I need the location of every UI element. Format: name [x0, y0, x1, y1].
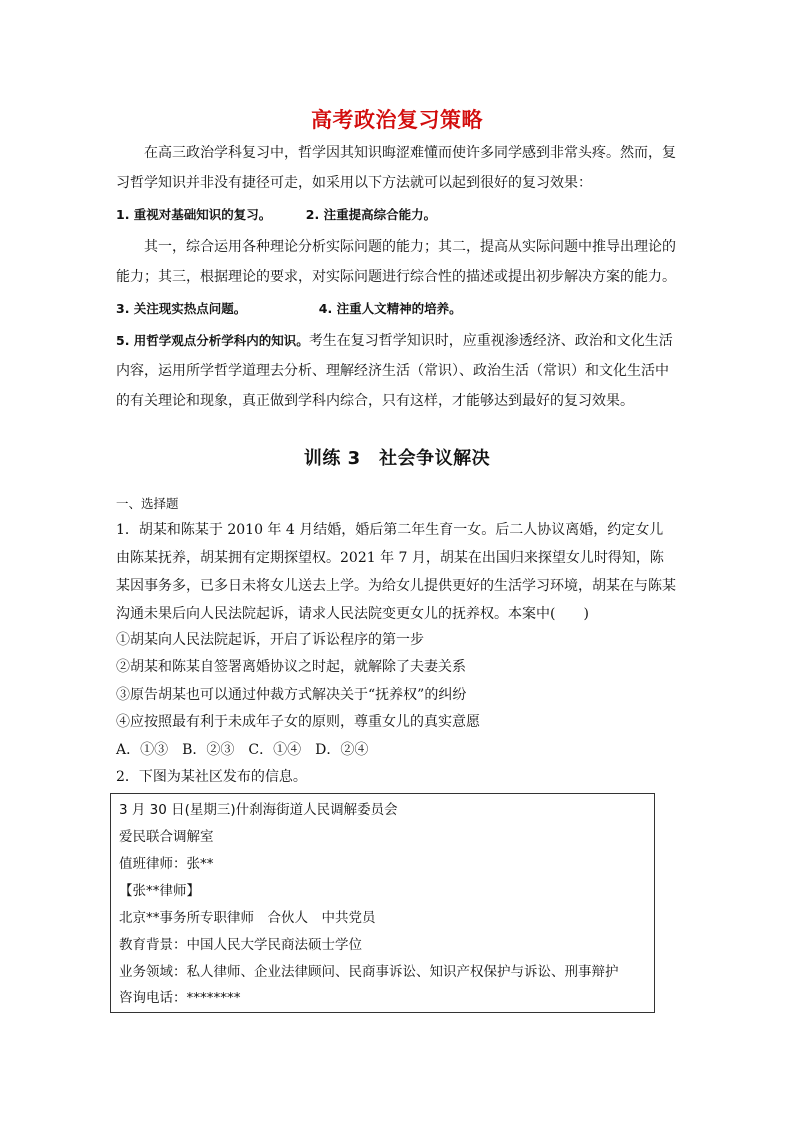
tip-3: 3. 关注现实热点问题。	[116, 301, 247, 316]
question-1-choices: A．①③ B．②③ C．①④ D．②④	[116, 742, 369, 758]
notice-line-phone: 咨询电话：********	[119, 990, 241, 1006]
training-title: 训练 3 社会争议解决	[303, 448, 491, 469]
question-1-item-1: ①胡某向人民法院起诉，开启了诉讼程序的第一步	[116, 632, 424, 648]
tips-row-2	[116, 298, 462, 320]
intro-paragraph: 在高三政治学科复习中，哲学因其知识晦涩难懂而使许多同学感到非常头疼。然而，复习哲学知识并非没有捷径可走，如采用以下方法就可以起到很好的复习效果：	[116, 145, 676, 191]
tip-1: 1. 重视对基础知识的复习。	[116, 207, 272, 222]
question-1-item-4: ④应按照最有利于未成年子女的原则，尊重女儿的真实意愿	[116, 714, 480, 730]
section-label: 一、选择题	[116, 496, 179, 511]
notice-line-lawyer: 值班律师：张**	[119, 856, 214, 872]
question-1-item-2: ②胡某和陈某自签署离婚协议之时起，就解除了夫妻关系	[116, 659, 466, 675]
question-1-item-3: ③原告胡某也可以通过仲裁方式解决关于“抚养权”的纠纷	[116, 687, 467, 703]
notice-line-office: 爱民联合调解室	[119, 829, 214, 845]
tips-row-1	[116, 204, 436, 226]
community-notice-box	[110, 793, 655, 1013]
tip-5-detail: 考生在复习哲学知识时，应重视渗透经济、政治和文化生活内容，运用所学哲学道理去分析、理解经济生活（常识）、政治生活（常识）和文化生活中的有关理论和现象，真正做到学科内综合，只有这样，才能够达到最好的复习效果。	[116, 333, 673, 409]
tip-5-paragraph	[116, 326, 676, 416]
tip-5-heading: 5. 用哲学观点分析学科内的知识。	[116, 333, 309, 348]
question-2-stem: 2．下图为某社区发布的信息。	[116, 769, 307, 785]
notice-line-heading: 【张**律师】	[119, 883, 200, 899]
notice-line-date: 3 月 30 日(星期三)什刹海街道人民调解委员会	[119, 802, 398, 818]
notice-line-firm: 北京**事务所专职律师 合伙人 中共党员	[119, 910, 376, 926]
tip-2: 2. 注重提高综合能力。	[305, 207, 437, 222]
page-title: 高考政治复习策略	[311, 108, 483, 132]
question-1-stem: 1．胡某和陈某于 2010 年 4 月结婚，婚后第二年生育一女。后二人协议离婚，约定女儿由陈某抚养，胡某拥有定期探望权。2021 年 7 月，胡某在出国归来探望女儿时得知，陈某因事务多，已多日未将女儿送去上学。为给女儿提供更好的生活学习环境，胡某在与陈某沟通未果后向人民法院起诉，请求人民法院变更女儿的抚养权。本案中( )	[116, 522, 676, 622]
notice-line-education: 教育背景：中国人民大学民商法硕士学位	[119, 937, 362, 953]
tip-4: 4. 注重人文精神的培养。	[318, 301, 462, 316]
notice-line-practice-areas: 业务领域：私人律师、企业法律顾问、民商事诉讼、知识产权保护与诉讼、刑事辩护	[119, 964, 619, 980]
tip-2-detail: 其一，综合运用各种理论分析实际问题的能力；其二，提高从实际问题中推导出理论的能力；其三，根据理论的要求，对实际问题进行综合性的描述或提出初步解决方案的能力。	[116, 239, 676, 285]
